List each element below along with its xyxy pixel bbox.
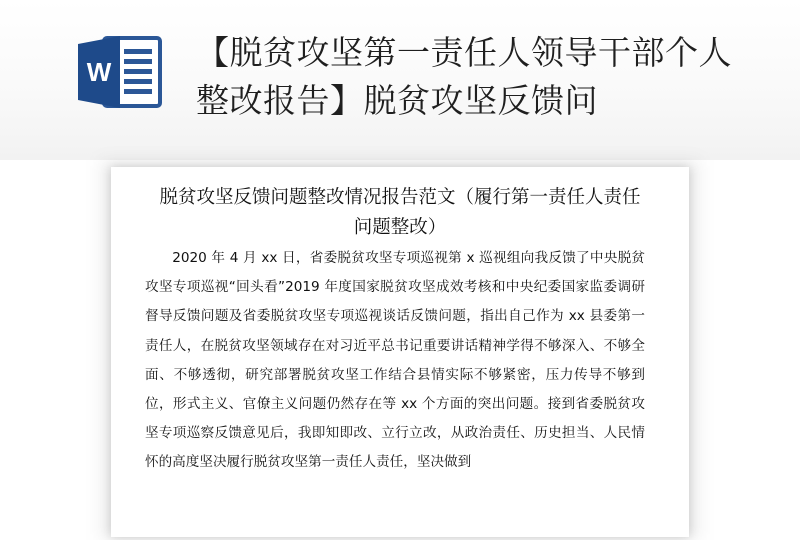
page-title: 【脱贫攻坚第一责任人领导干部个人整改报告】脱贫攻坚反馈问: [196, 33, 732, 120]
document-body: 2020 年 4 月 xx 日，省委脱贫攻坚专项巡视第 x 巡视组向我反馈了中央脱贫攻坚专项巡视“回头看”2019 年度国家脱贫攻坚成效考核和中央纪委国家监委调研督导反馈问题及省委脱贫攻坚专项巡视谈话反馈问题，指出自己作为 xx 县委第一责任人，在脱贫攻坚领域存在对习近平总书记重要讲话精神学得不够深入、不够全面、不够透彻，研究部署脱贫攻坚工作结合县情实际不够紧密，压力传导不够到位，形式主义、官僚主义问题仍然存在等 xx 个方面的突出问题。接到省委脱贫攻坚专项巡察反馈意见后，我即知即改、立行立改，从政治责任、历史担当、人民情怀的高度坚决履行脱贫攻坚第一责任人责任，坚决做到: [145, 250, 645, 471]
word-document-icon: [74, 32, 166, 112]
header-banner: [0, 0, 800, 160]
document-preview: [111, 167, 689, 537]
document-title: 脱贫攻坚反馈问题整改情况报告范文（履行第一责任人责任问题整改）: [159, 187, 641, 238]
word-letter: W: [86, 57, 112, 87]
